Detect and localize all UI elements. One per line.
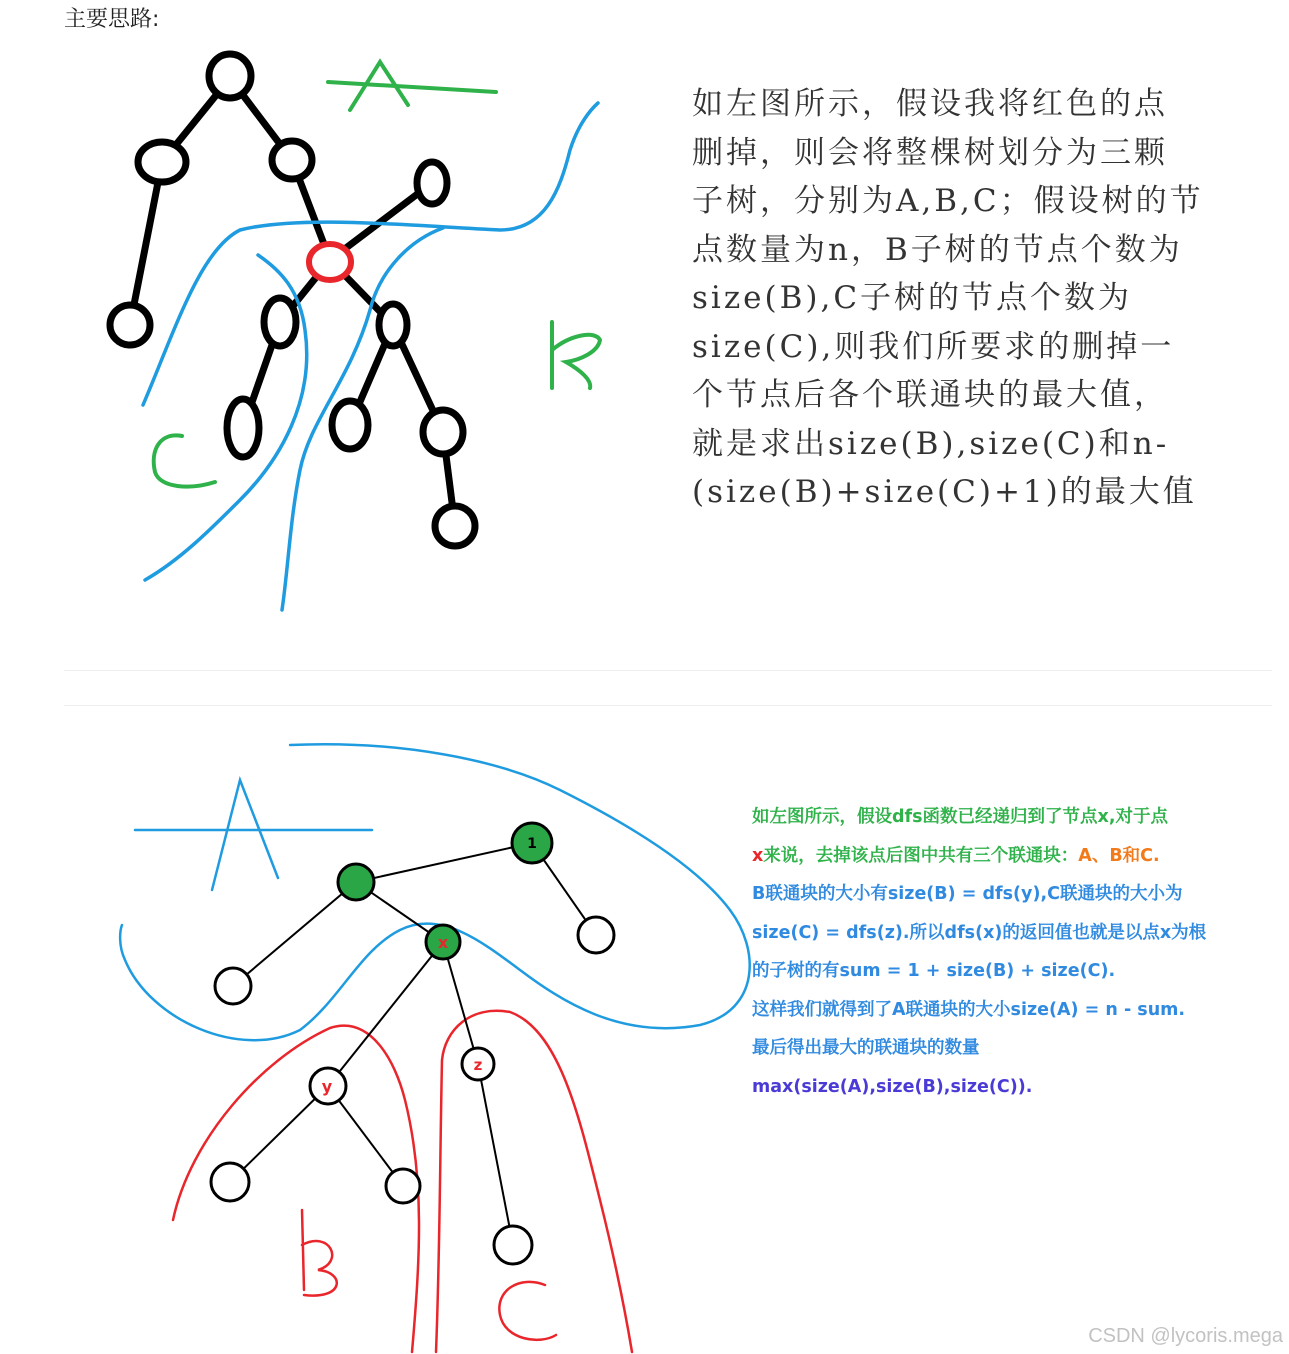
region-a [120,744,750,1040]
node-1-label: 1 [527,836,537,852]
explanation-1-line: 个节点后各个联通块的最大值， [692,377,1168,413]
node-z-label: z [473,1056,483,1074]
section-heading: 主要思路: [64,7,160,32]
explanation-1-line: 点数量为n，B子树的节点个数为 [692,231,1183,268]
x-highlight: x [752,845,764,866]
explanation-2-line: 这样我们就得到了A联通块的大小size(A) = n - sum. [752,999,1186,1020]
explanation-2-line: 的子树的有sum = 1 + size(B) + size(C). [752,961,1116,981]
explanation-1-line: 就是求出size(B),size(C)和n- [692,425,1170,462]
explanation-1-line: 如左图所示，假设我将红色的点 [692,86,1168,122]
node-y-right [386,1169,420,1203]
explanation-2-line: 如左图所示，假设dfs函数已经递归到了节点x,对于点 [752,807,1168,827]
explanation-1-line: (size(B)+size(C)+1)的最大值 [692,474,1197,510]
abc-highlight: A、B和C. [1078,845,1160,866]
watermark: CSDN @lycoris.mega [1088,1325,1283,1347]
explanation-2-line: max(size(A),size(B),size(C)). [752,1076,1033,1097]
node-y-left [211,1163,249,1201]
node-z-leaf [494,1226,532,1264]
explanation-2 [752,798,1282,1106]
node-left-leaf [215,968,251,1004]
explanation-2-line: 最后得出最大的联通块的数量 [752,1038,980,1058]
node-y-label: y [321,1077,333,1096]
explanation-2-line [752,837,1282,876]
explanation-2-line: B联通块的大小有size(B) = dfs(y),C联通块的大小为 [752,884,1183,904]
label-b-stroke-2 [302,1210,337,1296]
node-x-label: x [437,933,449,952]
explanation-1-line: 删掉，则会将整棵树划分为三颗 [692,134,1168,171]
label-c-stroke-2 [499,1282,556,1340]
tree-nodes-2 [211,823,614,1264]
node-right-leaf [578,917,614,953]
explanation-2-line: size(C) = dfs(z).所以dfs(x)的返回值也就是以点x为根 [752,922,1207,943]
explanation-1-line: size(B),C子树的节点个数为 [692,280,1133,316]
label-a-stroke-2 [135,780,372,890]
line2-middle: 来说，去掉该点后图中共有三个联通块： [763,845,1079,866]
explanation-1-line: size(C),则我们所要求的删掉一 [692,328,1175,365]
explanation-1-line: 子树，分别为A,B,C；假设树的节 [692,183,1204,219]
node-parent [338,864,374,900]
